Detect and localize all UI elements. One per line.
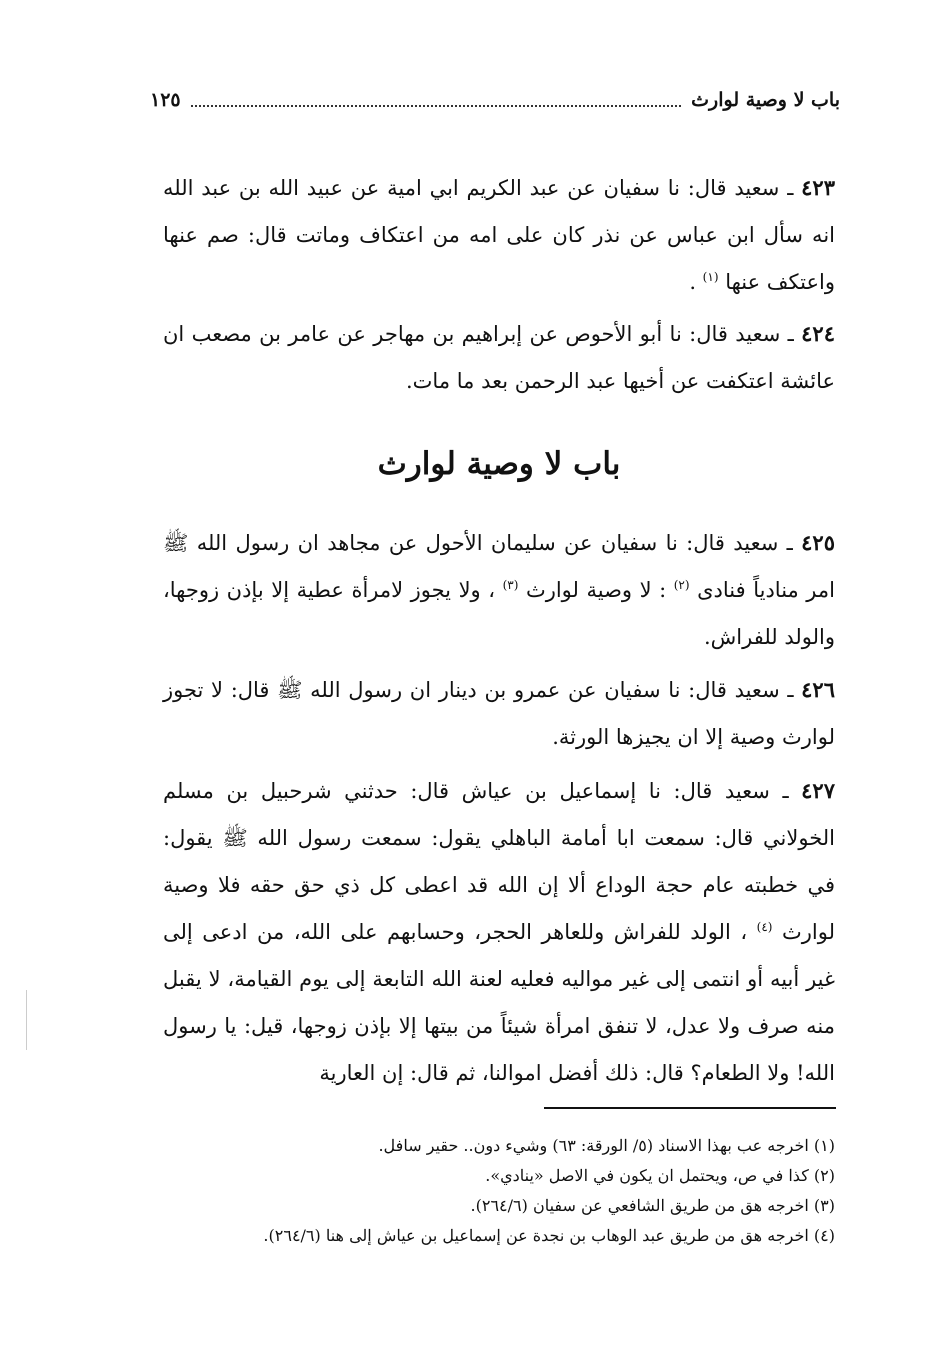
footnotes bbox=[163, 1131, 835, 1251]
paragraph-text: سعيد قال: نا إسماعيل بن عياش قال: حدثني شرحبيل بن مسلم الخولاني قال: سمعت ابا أمامة الباهلي يقول: سمعت رسول الله ﷺ يقول: في خطبته عام حجة الوداع ألا إن الله قد اعطى كل ذي حق حقه فلا وصية لوارث bbox=[163, 779, 835, 944]
paragraph-426: ٤٢٦ ـ سعيد قال: نا سفيان عن عمرو بن دينار ان رسول الله ﷺ قال: لا تجوز لوارث وصية إلا ان يجيزها الورثة. bbox=[163, 677, 835, 749]
dot-leader bbox=[191, 93, 682, 107]
paragraph-text: ، ولا يجوز لامرأة عطية إلا بإذن زوجها، والولد للفراش. bbox=[163, 578, 835, 649]
page-number: ١٢٥ bbox=[150, 89, 181, 111]
paragraph-427: ٤٢٧ ـ سعيد قال: نا إسماعيل بن عياش قال: حدثني شرحبيل بن مسلم الخولاني قال: سمعت ابا أمامة الباهلي يقول: سمعت رسول الله ﷺ يقول: في خطبته عام حجة الوداع ألا إن الله قد اعطى كل ذي حق حقه فلا وصية لوارث $^{(٤)}$ ، الولد للفراش وللعاهر الحجر، وحسابهم على الله، من ادعى إلى غير أبيه أو انتمى إلى غير مواليه فعليه لعنة الله التابعة إلى يوم القيامة، لا يقبل منه صرف ولا عدل، لا تنفق امرأة شيئاً من بيتها إلا بإذن زوجها، قيل: يا رسول الله! ولا الطعام؟ قال: ذلك أفضل اموالنا، ثم قال: إن العارية bbox=[163, 778, 835, 1085]
paragraph-423: ٤٢٣ ـ سعيد قال: نا سفيان عن عبد الكريم ابي امية عن عبيد الله بن عبد الله انه سأل ابن عباس عن نذر كان على امه من اعتكاف وماتت قال: صم عنها واعتكف عنها $^{(١)}$ . bbox=[163, 175, 835, 294]
paragraph-text: سعيد قال: نا أبو الأحوص عن إبراهيم بن مهاجر عن عامر بن مصعب ان عائشة اعتكفت عن أخيها عبد الرحمن بعد ما مات. bbox=[163, 322, 835, 393]
footnote-3: (٣) اخرجه هق من طريق الشافعي عن سفيان (٢٦٤/٦). bbox=[470, 1196, 835, 1215]
footnote-ref: (٢) bbox=[673, 578, 690, 592]
footnote-1: (١) اخرجه عب بهذا الاسناد (٥/ الورقة: ٦٣) وشيء دون.. حقير سافل. bbox=[378, 1136, 835, 1155]
running-head bbox=[150, 82, 840, 118]
paragraph-text: سعيد قال: نا سفيان عن سليمان الأحول عن مجاهد ان رسول الله ﷺ امر منادياً فنادى bbox=[163, 531, 835, 602]
footnote-2: (٢) كذا في ص، ويحتمل ان يكون في الاصل «ينادي». bbox=[485, 1166, 835, 1185]
scan-margin-mark bbox=[26, 990, 28, 1050]
paragraph-number: ٤٢٣ bbox=[801, 175, 835, 200]
footnote-ref: (٤) bbox=[756, 920, 773, 934]
paragraph-425: ٤٢٥ ـ سعيد قال: نا سفيان عن سليمان الأحول عن مجاهد ان رسول الله ﷺ امر منادياً فنادى $^{(٢)}$ : لا وصية لوارث $^{(٣)}$ ، ولا يجوز لامرأة عطية إلا بإذن زوجها، والولد للفراش. bbox=[163, 530, 835, 649]
chapter-title: باب لا وصية لوارث bbox=[377, 446, 621, 482]
footnote-ref: (١) bbox=[702, 270, 719, 284]
paragraph-424: ٤٢٤ ـ سعيد قال: نا أبو الأحوص عن إبراهيم بن مهاجر عن عامر بن مصعب ان عائشة اعتكفت عن أخيها عبد الرحمن بعد ما مات. bbox=[163, 321, 835, 393]
footnote-separator bbox=[544, 1107, 836, 1109]
paragraph-text: ، الولد للفراش وللعاهر الحجر، وحسابهم على الله، من ادعى إلى غير أبيه أو انتمى إلى غير مواليه فعليه لعنة الله التابعة إلى يوم القيامة، لا يقبل منه صرف ولا عدل، لا تنفق امرأة شيئاً من بيتها إلا بإذن زوجها، قيل: يا رسول الله! ولا الطعام؟ قال: ذلك أفضل اموالنا، ثم قال: إن العارية bbox=[163, 920, 835, 1085]
paragraph-text: سعيد قال: نا سفيان عن عمرو بن دينار ان رسول الله ﷺ قال: لا تجوز لوارث وصية إلا ان يجيزها الورثة. bbox=[163, 678, 835, 749]
paragraph-number: ٤٢٥ bbox=[801, 530, 835, 555]
paragraph-text: : لا وصية لوارث bbox=[525, 578, 667, 602]
paragraph-number: ٤٢٦ bbox=[801, 677, 835, 702]
footnote-ref: (٣) bbox=[502, 578, 519, 592]
paragraph-number: ٤٢٤ bbox=[801, 321, 835, 346]
paragraph-number: ٤٢٧ bbox=[801, 778, 835, 803]
paragraph-text: سعيد قال: نا سفيان عن عبد الكريم ابي امية عن عبيد الله بن عبد الله انه سأل ابن عباس عن نذر كان على امه من اعتكاف وماتت قال: صم عنها واعتكف عنها bbox=[163, 176, 835, 294]
footnote-4: (٤) اخرجه هق من طريق عبد الوهاب بن نجدة عن إسماعيل بن عياش إلى هنا (٢٦٤/٦). bbox=[263, 1226, 835, 1245]
paragraph-end: . bbox=[689, 270, 703, 294]
running-head-title: باب لا وصية لوارث bbox=[691, 89, 840, 111]
